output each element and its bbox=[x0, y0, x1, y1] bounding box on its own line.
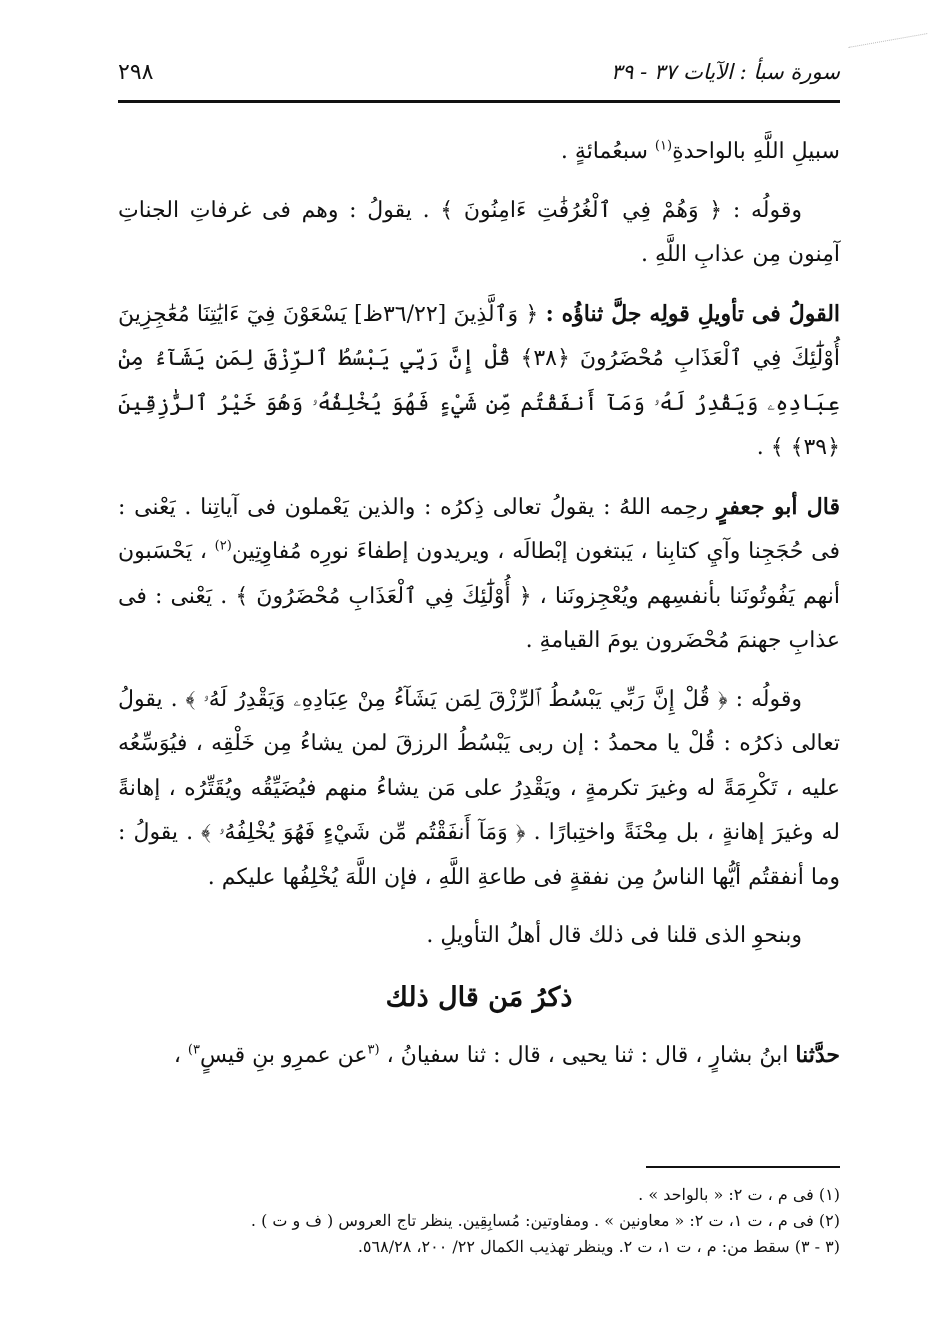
paragraph-2: وقولُه : ﴿ وَهُمْ فِي ٱلْغُرُفَٰتِ ءَامِنُونَ ﴾ . يقولُ : وهم فى غرفاتِ الجناتِ آمِنون مِن عذابِ اللَّهِ . bbox=[118, 197, 840, 267]
main-text bbox=[118, 130, 840, 1092]
author-lead: قال أبو جعفرٍ bbox=[717, 493, 840, 520]
footnotes bbox=[118, 1182, 840, 1260]
running-title: سورة سبأ : الآيات ٣٧ - ٣٩ bbox=[610, 60, 840, 84]
page-number: ٢٩٨ bbox=[118, 59, 154, 85]
footnote-marker-1: (١) bbox=[654, 138, 673, 154]
footnote-rule bbox=[646, 1166, 840, 1168]
footnote-marker-2: (٢) bbox=[214, 538, 232, 554]
footnote-3: (٣ - ٣) سقط من: م ، ت ١، ت ٢. وينظر تهذيب الكمال ٢٢/ ٢٠٠، ٥٦٨/٢٨. bbox=[357, 1237, 840, 1256]
footnote-marker-3-open: (٣ bbox=[367, 1042, 380, 1058]
paragraph-3: القولُ فى تأويلِ قولِه جلَّ ثناؤُه : ﴿ وَٱلَّذِينَ [٣٦/٢٢ظ] يَسْعَوْنَ فِيٓ ءَايَٰتِنَا مُعَٰجِزِينَ أُوْلَٰٓئِكَ فِي ٱلْعَذَابِ مُحْضَرُونَ ﴿٣٨﴾ قُلْ إِنَّ رَبِّي يَبْسُطُ ٱلرِّزْقَ لِمَن يَشَآءُ مِنْ عِبَادِهِۦ وَيَقْدِرُ لَهُۥ وَمَآ أَنفَقْتُم مِّن شَيْءٍ فَهُوَ يُخْلِفُهُۥ وَهُوَ خَيْرُ ٱلرَّٰزِقِينَ ﴿٣٩﴾ ﴾ . bbox=[118, 300, 841, 460]
section-heading: ذكرُ مَن قال ذلك bbox=[385, 981, 573, 1013]
paragraph-4: قال أبو جعفرٍ رحِمه اللهُ : يقولُ تعالى ذِكرُه : والذين يَعْملون فى آياتِنا . يَعْنى : فى حُجَجِنا وآيِ كتابِنا ، يَبتغون إبْطالَه ، ويريدون إطفاءَ نورِه مُفاوِتِين$^{(٢)}$ ، يَحْسَبون أنهم يَفُوتُونَنا بأنفسِهم ويُعْجِزونَنا ، ﴿ أُوْلَٰٓئِكَ فِي ٱلْعَذَابِ مُحْضَرُونَ ﴾ . يَعْنى : فى عذابِ جهنمَ مُحْضَرون يومَ القيامةِ . bbox=[118, 493, 840, 653]
header-rule bbox=[118, 100, 840, 103]
footnote-2: (٢) فى م ، ت ١، ت ٢: « معاونين » . ومفاوتين: مُسابِقِين. ينظر تاج العروس ( ف و ت ) . bbox=[250, 1211, 840, 1230]
footnote-marker-3-close: ٣) bbox=[187, 1042, 200, 1058]
isnad-lead: حدَّثنا bbox=[795, 1041, 840, 1068]
page-header bbox=[118, 52, 840, 92]
scan-mark bbox=[848, 33, 927, 50]
footnote-1: (١) فى م ، ت ٢: « بالواحد » . bbox=[638, 1185, 840, 1204]
chapter-lead: القولُ فى تأويلِ قولِه جلَّ ثناؤُه : bbox=[545, 300, 841, 327]
paragraph-6: وبنحوِ الذى قلنا فى ذلك قال أهلُ التأويلِ . bbox=[426, 923, 802, 948]
paragraph-5: وقولُه : ﴿ قُلْ إِنَّ رَبِّي يَبْسُطُ ٱلرِّزْقَ لِمَن يَشَآءُ مِنْ عِبَادِهِۦ وَيَقْدِرُ لَهُۥ ﴾ . يقولُ تعالى ذكرُه : قُلْ يا محمدُ : إن ربى يَبْسُطُ الرزقَ لمن يشاءُ مِن خَلْقِه ، فيُوَسِّعُه عليه ، تَكْرِمَةً له وغيرَ تكرمةٍ ، ويَقْدِرُ على مَن يشاءُ منهم فيُضَيِّقُه ويُقَتِّرُه ، إهانةً له وغيرَ إهانةٍ ، بل مِحْنَةً واختِبارًا . ﴿ وَمَآ أَنفَقْتُم مِّن شَيْءٍ فَهُوَ يُخْلِفُهُۥ ﴾ . يقولُ : وما أنفقتُم أيُّها الناسُ مِن نفقةٍ فى طاعةِ اللَّهِ ، فإن اللَّهَ يُخْلِفُها عليكم . bbox=[118, 686, 840, 890]
paragraph-1: سبيلِ اللَّهِ بالواحدةِ$^{(١)}$ سبعُمائةٍ . bbox=[560, 138, 840, 164]
paragraph-7: حدَّثنا ابنُ بشارٍ ، قال : ثنا يحيى ، قال : ثنا سفيانُ ، $^{(٣}$عن عمرِو بنِ قيسٍ$^{٣)}$ ، bbox=[173, 1041, 840, 1068]
